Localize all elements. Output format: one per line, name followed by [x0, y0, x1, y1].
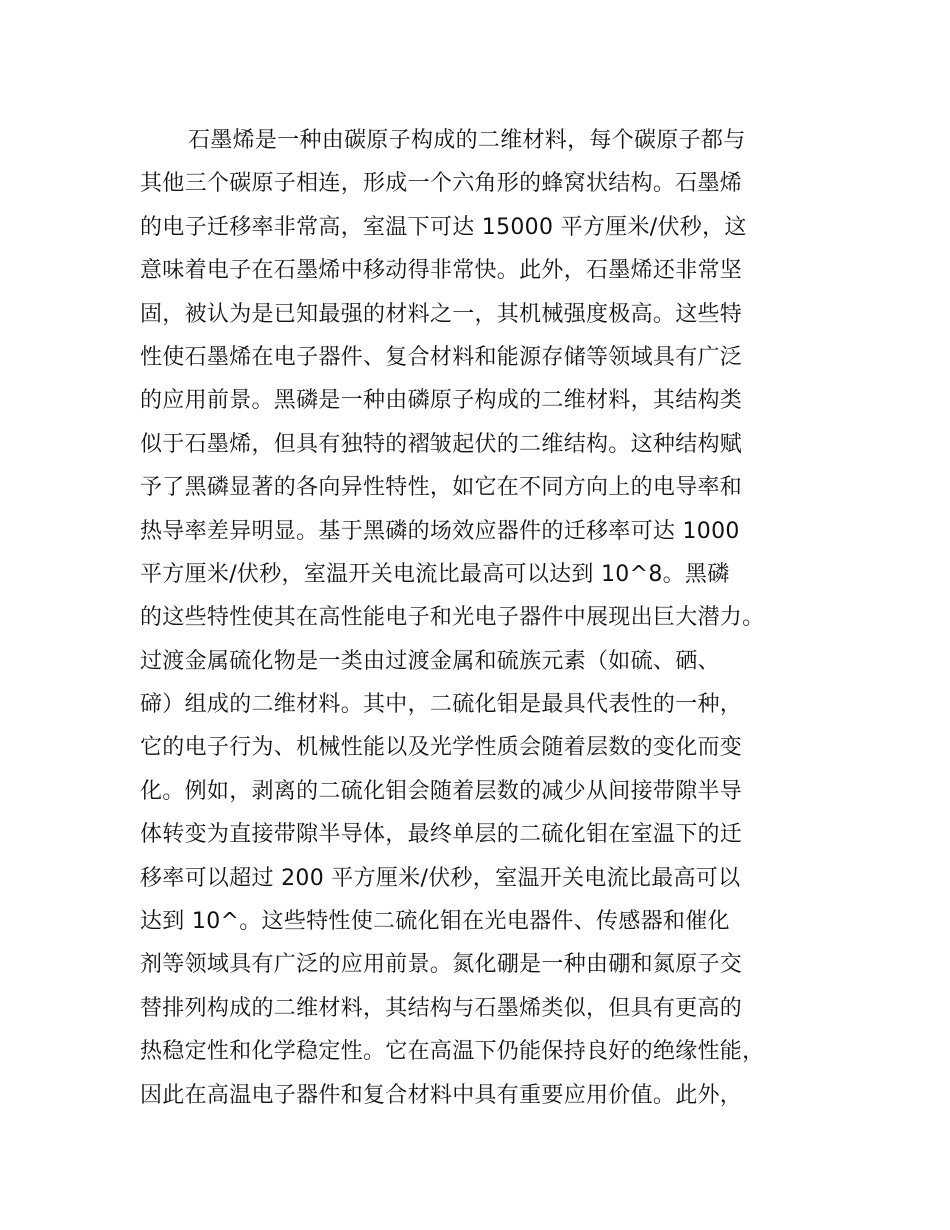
text-line: 化。例如，剥离的二硫化钼会随着层数的减少从间接带隙半导: [140, 778, 743, 804]
text-line: 平方厘米/伏秒，室温开关电流比最高可以达到 10^8。黑磷: [140, 561, 730, 587]
text-line: 固，被认为是已知最强的材料之一，其机械强度极高。这些特: [140, 301, 743, 327]
text-line: 移率可以超过 200 平方厘米/伏秒，室温开关电流比最高可以: [140, 865, 741, 891]
text-line: 过渡金属硫化物是一类由过渡金属和硫族元素（如硫、硒、: [140, 648, 720, 674]
text-line: 予了黑磷显著的各向异性特性，如它在不同方向上的电导率和: [140, 475, 743, 501]
text-line: 意味着电子在石墨烯中移动得非常快。此外，石墨烯还非常坚: [140, 258, 743, 284]
text-line: 的这些特性使其在高性能电子和光电子器件中展现出巨大潜力。: [140, 605, 765, 631]
text-line: 它的电子行为、机械性能以及光学性质会随着层数的变化而变: [140, 735, 743, 761]
text-line: 热稳定性和化学稳定性。它在高温下仍能保持良好的绝缘性能，: [140, 1039, 765, 1065]
text-line: 替排列构成的二维材料，其结构与石墨烯类似，但具有更高的: [140, 995, 743, 1021]
text-line: 其他三个碳原子相连，形成一个六角形的蜂窝状结构。石墨烯: [140, 171, 743, 197]
text-line: 热导率差异明显。基于黑磷的场效应器件的迁移率可达 1000: [140, 518, 740, 544]
text-line: 的应用前景。黑磷是一种由磷原子构成的二维材料，其结构类: [140, 388, 743, 414]
text-line: 似于石墨烯，但具有独特的褶皱起伏的二维结构。这种结构赋: [140, 431, 743, 457]
text-line: 的电子迁移率非常高，室温下可达 15000 平方厘米/伏秒，这: [140, 214, 747, 240]
text-line: 因此在高温电子器件和复合材料中具有重要应用价值。此外，: [140, 1082, 743, 1108]
text-line: 石墨烯是一种由碳原子构成的二维材料，每个碳原子都与: [188, 128, 746, 153]
text-line: 性使石墨烯在电子器件、复合材料和能源存储等领域具有广泛: [140, 344, 743, 370]
text-line: 剂等领域具有广泛的应用前景。氮化硼是一种由硼和氮原子交: [140, 952, 743, 978]
text-line: 体转变为直接带隙半导体，最终单层的二硫化钼在室温下的迁: [140, 822, 743, 848]
text-line: 碲）组成的二维材料。其中，二硫化钼是最具代表性的一种，: [140, 692, 743, 718]
body-paragraph: [140, 119, 840, 1117]
text-line: 达到 10^。这些特性使二硫化钼在光电器件、传感器和催化: [140, 909, 730, 935]
